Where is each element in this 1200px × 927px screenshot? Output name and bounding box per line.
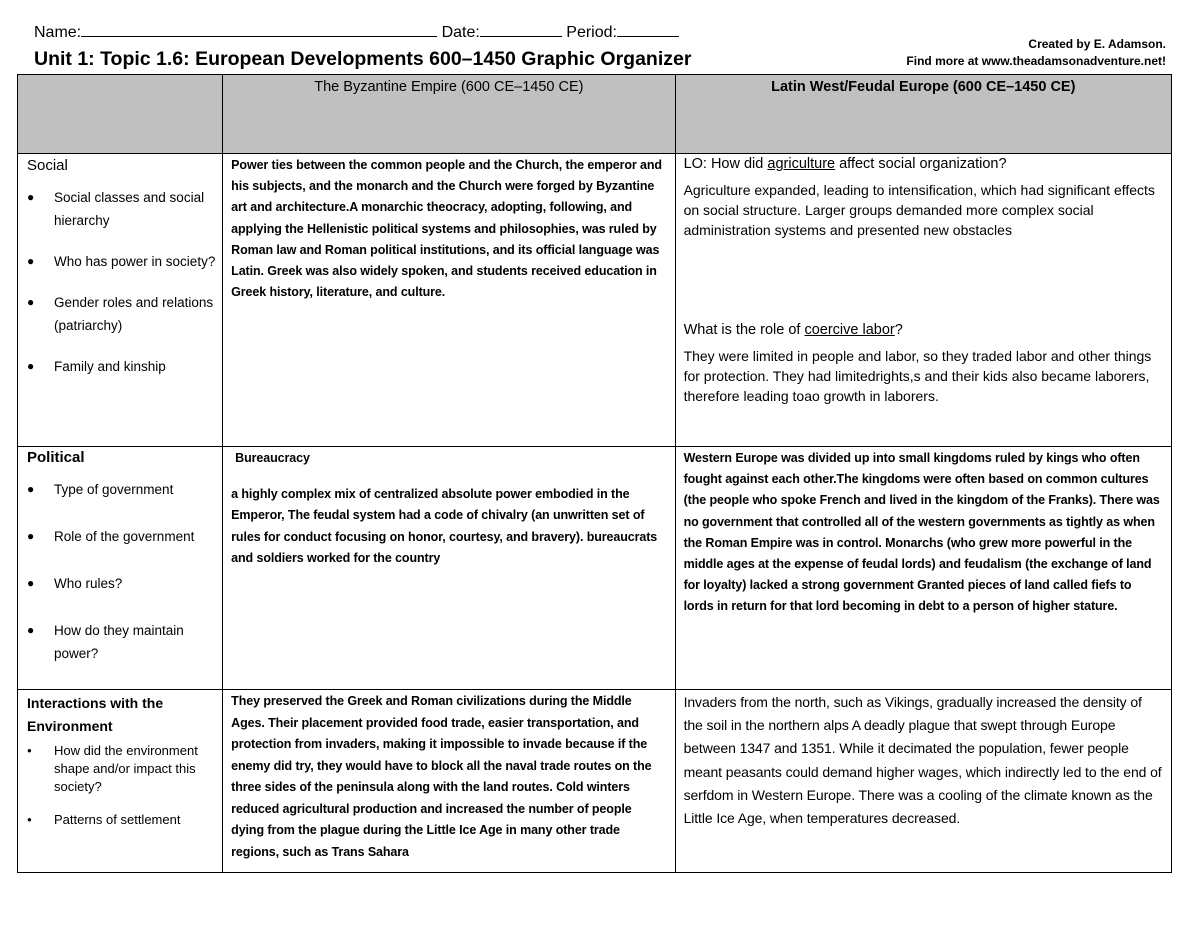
political-category-cell	[18, 447, 223, 690]
social-category-cell	[18, 154, 223, 447]
environment-byzantine-cell[interactable]	[223, 690, 675, 873]
political-latin-cell[interactable]	[675, 447, 1171, 690]
social-question: ● Who has power in society?	[27, 250, 222, 273]
environment-question: ● How did the environment shape and/or impact this society?	[27, 742, 222, 796]
political-row	[18, 447, 1172, 690]
q2-prefix: What is the role of	[683, 322, 805, 338]
political-question: ● Type of government	[27, 478, 222, 501]
social-row	[18, 154, 1172, 447]
lo-term: agriculture	[767, 156, 836, 172]
q2-term: coercive labor	[804, 322, 895, 338]
social-question: ● Social classes and social hierarchy	[27, 186, 222, 232]
byzantine-column-title: The Byzantine Empire (600 CE–1450 CE)	[314, 79, 584, 95]
student-info-line	[34, 22, 679, 42]
environment-latin-answer: Invaders from the north, such as Vikings, gradually increased the density of the soil in the northern alps A deadly plague that swept through Europe between 1347 and 1351. While it decimated the population, fewer people meant peasants could demand higher wages, which indirectly led to the end of serfdom in Western Europe. There was a cooling of the climate known as the Little Ice Age, when temperatures decreased.	[683, 694, 1162, 827]
name-blank[interactable]	[81, 22, 437, 37]
name-label: Name:	[34, 24, 82, 41]
political-byzantine-answer: a highly complex mix of centralized absolute power embodied in the Emperor, The feudal system had a code of chivalry (an unwritten set of rules for conduct focusing on honor, courtesy, and bravery). bureaucrats and soldiers worked for the country	[231, 487, 658, 565]
environment-category-cell	[18, 690, 223, 873]
political-byzantine-cell[interactable]	[223, 447, 675, 690]
credit-block	[906, 36, 1166, 70]
lo-question	[676, 154, 1171, 172]
q2-suffix: ?	[894, 322, 903, 338]
political-heading: Political	[27, 449, 85, 466]
header-empty-cell	[18, 75, 223, 154]
coercive-labor-question	[676, 320, 1171, 338]
social-questions	[18, 186, 222, 378]
environment-heading: Interactions with the Environment	[27, 695, 164, 734]
environment-question: ● Patterns of settlement	[27, 811, 222, 829]
credit-website: Find more at www.theadamsonadventure.net!	[906, 54, 1166, 68]
environment-row	[18, 690, 1172, 873]
social-question: ● Family and kinship	[27, 355, 222, 378]
period-blank[interactable]	[617, 22, 679, 37]
date-label: Date:	[441, 24, 480, 41]
lo-answer: Agriculture expanded, leading to intensification, which had significant effects on social structure. Larger groups demanded more complex social administration systems and presented new obstacles	[683, 182, 1155, 238]
social-latin-cell[interactable]	[675, 154, 1171, 447]
environment-byzantine-answer: They preserved the Greek and Roman civilizations during the Middle Ages. Their placement provided food trade, easier transportation, and protection from invaders, making it impossible to invade because if the enemy did try, they would have to block all the naval trade routes on the three sides of the peninsula along with the land routes. Cold winters reduced agricultural production and increased the number of people dying from the plague during the Little Ice Age in many other trade regions, such as Trans Sahara	[231, 694, 652, 859]
credit-author: Created by E. Adamson.	[1028, 37, 1166, 51]
environment-latin-cell[interactable]	[675, 690, 1171, 873]
political-question: ● Who rules?	[27, 572, 222, 595]
latin-column-title: Latin West/Feudal Europe (600 CE–1450 CE)	[771, 79, 1076, 95]
political-question: ● How do they maintain power?	[27, 619, 222, 665]
political-question: ● Role of the government	[27, 525, 222, 548]
latin-header-cell	[675, 75, 1171, 154]
environment-questions	[18, 742, 222, 829]
social-byzantine-answer: Power ties between the common people and the Church, the emperor and his subjects, and the monarch and the Church were forged by Byzantine art and architecture.A monarchic theocracy, adopting, following, and applying the Hellenistic political systems and philosophies, was ruled by Roman law and Roman political institutions, and its official language was Latin. Greek was also widely spoken, and students received education in Greek history, literature, and culture.	[231, 158, 662, 300]
political-byzantine-title: Bureaucracy	[235, 451, 310, 465]
header-row	[18, 75, 1172, 154]
social-heading: Social	[27, 157, 68, 174]
coercive-labor-answer: They were limited in people and labor, so they traded labor and other things for protection. They had limitedrights,s and their kids also became laborers, therefore leading toao growth in laborers.	[683, 348, 1152, 404]
social-question: ● Gender roles and relations (patriarchy)	[27, 291, 222, 337]
political-questions	[18, 478, 222, 665]
lo-suffix: affect social organization?	[835, 156, 1007, 172]
graphic-organizer-table	[17, 74, 1172, 873]
period-label: Period:	[566, 24, 617, 41]
political-latin-answer: Western Europe was divided up into small kingdoms ruled by kings who often fought against each other.The kingdoms were often based on common cultures (the people who spoke French and lived in the kingdom of the Franks). There was no government that controlled all of the western governments as tightly as when the Roman Empire was in control. Monarchs (who grew more powerful in the middle ages at the expense of feudal lords) and feudalism (the exchange of land for loyalty) lacked a strong government Granted pieces of land called fiefs to lords in return for that lord becoming in debt to a person of higher stature.	[683, 451, 1160, 614]
page-title: Unit 1: Topic 1.6: European Developments 600–1450 Graphic Organizer	[34, 48, 692, 70]
date-blank[interactable]	[480, 22, 562, 37]
social-byzantine-cell[interactable]	[223, 154, 675, 447]
byzantine-header-cell	[223, 75, 675, 154]
lo-prefix: LO: How did	[683, 156, 768, 172]
